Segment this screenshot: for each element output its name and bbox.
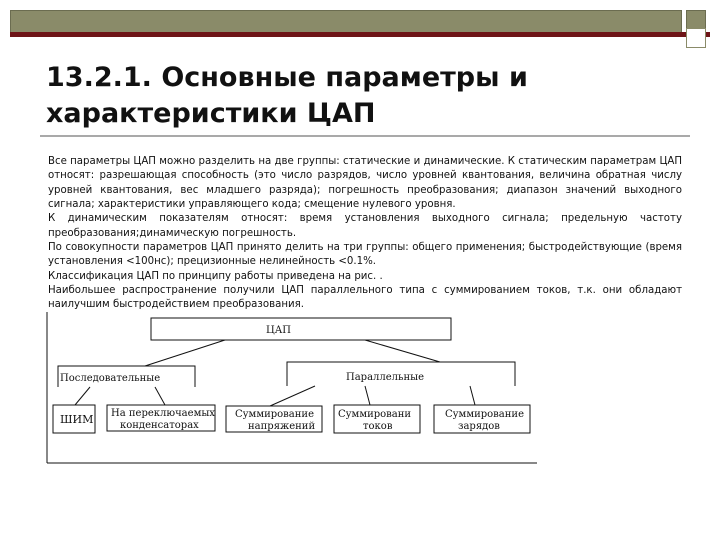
connector-parallel-charge <box>470 386 475 405</box>
paragraph-dynamic-params: К динамическим показателям относят: время установления выходного сигнала; предельную частоту преобразования;динамическую погрешность. <box>48 213 682 239</box>
leaf-voltage-line1: Суммирование <box>235 409 315 420</box>
leaf-current-line1: Суммировани <box>338 409 412 420</box>
leaf-charge-line2: зарядов <box>458 421 500 432</box>
connector-serial-pwm <box>75 387 90 405</box>
leaf-capacitors-line1: На переключаемых <box>111 408 215 419</box>
title-divider <box>40 135 690 137</box>
header-band <box>10 10 682 33</box>
connector-parallel-current <box>365 386 370 405</box>
slide-header-decoration <box>0 0 720 42</box>
paragraph-parallel: Наибольшее распространение получили ЦАП параллельного типа с суммированием токов, т.к. они обладают наилучшим быстродействием преобразования. <box>48 285 682 311</box>
connector-root-serial <box>145 340 225 366</box>
root-label: ЦАП <box>266 325 292 336</box>
paragraph-groups: По совокупности параметров ЦАП принято делить на три группы: общего применения; быстродействующие (время установления <100нс); прецизионные нелинейность <0.1%. <box>48 242 682 268</box>
dac-classification-diagram <box>45 310 540 465</box>
paragraph-static-params: Все параметры ЦАП можно разделить на две группы: статические и динамические. К статическим параметрам ЦАП относят: разрешающая способность (это число разрядов, число уровней квантования, величина обратная числу уровней квантования, вес младшего разряда); погрешность преобразования; диапазон значений выходного сигнала; характеристики управляющего кода; смещение нулевого уровня. <box>48 156 682 211</box>
header-square-outline <box>686 28 706 48</box>
diagram-svg <box>45 310 540 465</box>
paragraph-classification: Классификация ЦАП по принципу работы приведена на рис. . <box>48 270 383 282</box>
connector-serial-capacitors <box>155 387 165 405</box>
group-parallel-label: Параллельные <box>346 372 425 383</box>
connector-parallel-voltage <box>270 386 315 406</box>
header-square-filled <box>686 10 706 30</box>
leaf-charge-line1: Суммирование <box>445 409 525 420</box>
leaf-voltage-line2: напряжений <box>248 421 316 432</box>
leaf-pwm-label: ШИМ <box>60 413 94 426</box>
leaf-current-line2: токов <box>363 421 393 432</box>
header-accent-line <box>10 32 710 37</box>
slide-title: 13.2.1. Основные параметры и характеристики ЦАП <box>46 62 528 129</box>
connector-root-parallel <box>365 340 440 362</box>
slide-body <box>48 155 682 313</box>
group-serial-label: Последовательные <box>60 373 161 384</box>
root-box <box>151 318 451 340</box>
leaf-capacitors-line2: конденсаторах <box>120 420 199 431</box>
